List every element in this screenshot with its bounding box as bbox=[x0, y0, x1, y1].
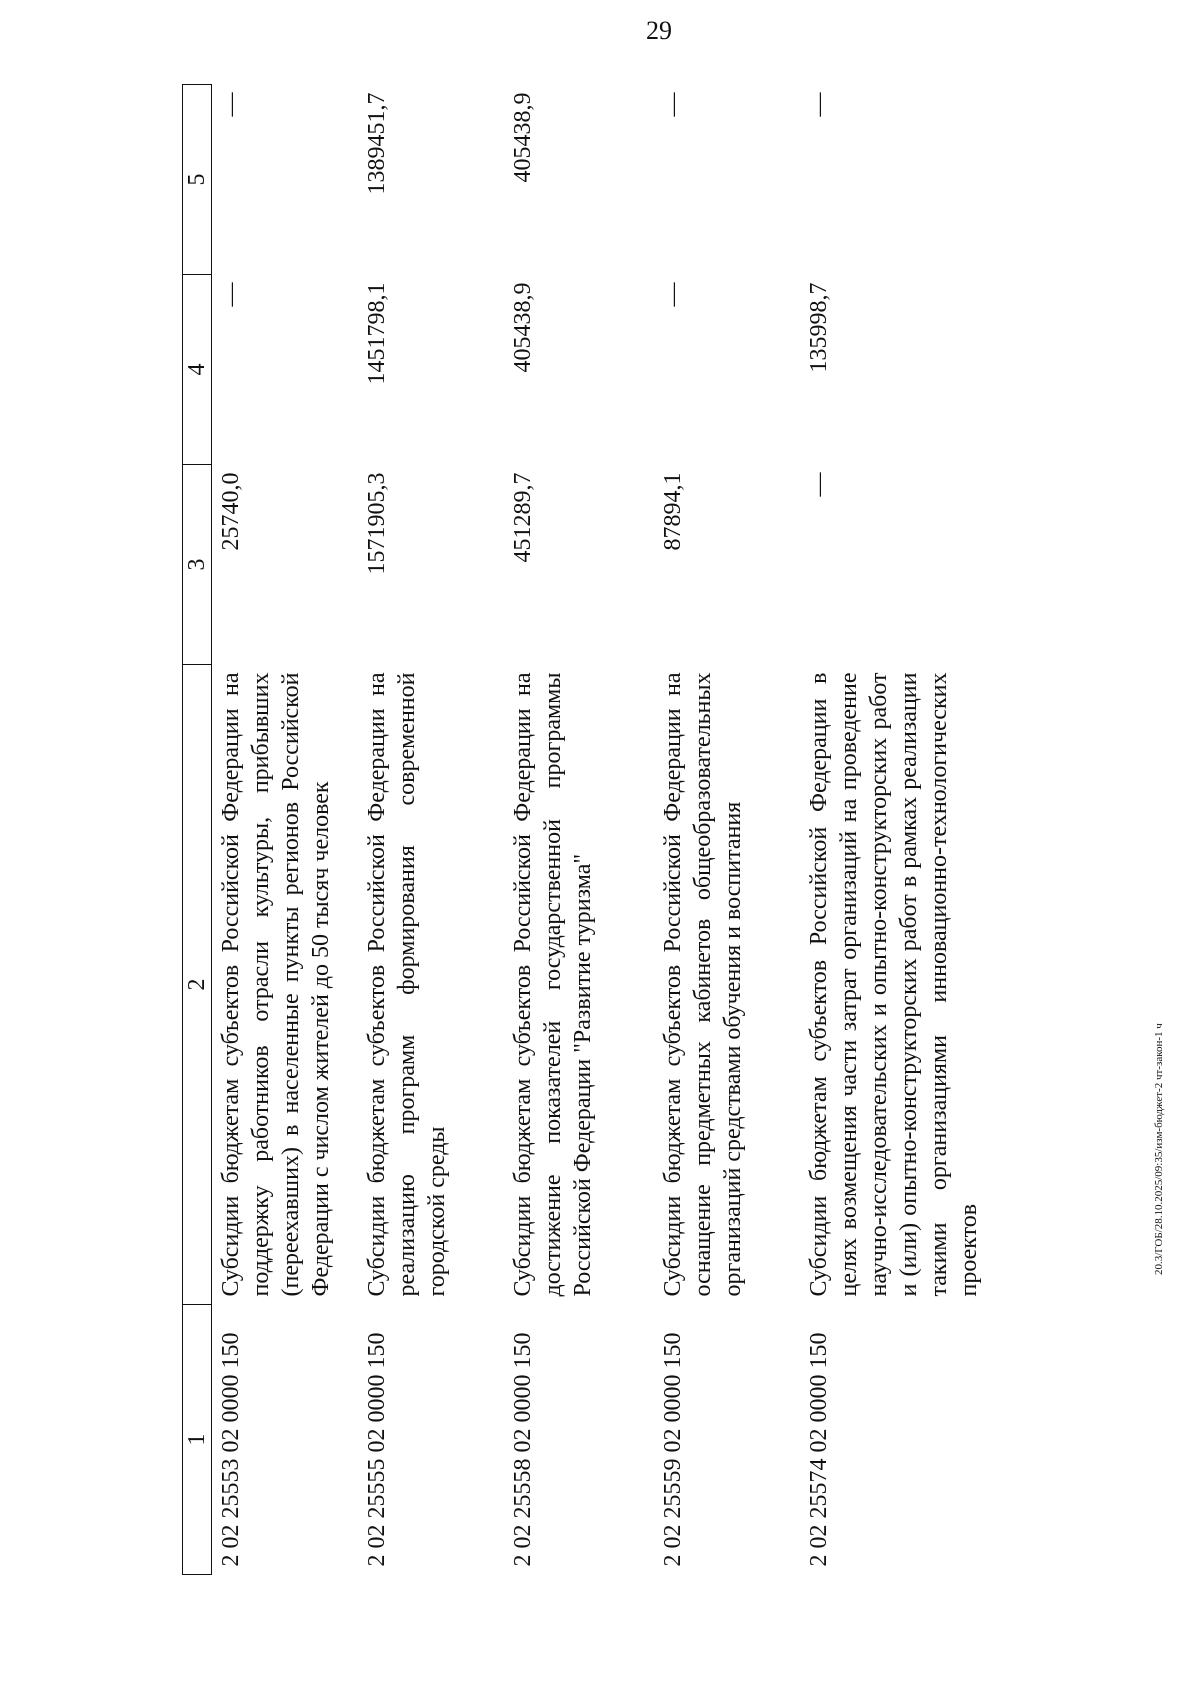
value-col-4: 135998,7 bbox=[805, 282, 832, 373]
table-row bbox=[800, 85, 985, 1575]
value-col-5: 405438,9 bbox=[509, 92, 536, 183]
value-col-3: 1571905,3 bbox=[363, 472, 390, 575]
value-col-3: 25740,0 bbox=[218, 472, 244, 551]
row-description: Субсидии бюджетам субъектов Российской Федерации на поддержку работников отрасли культуры, прибывших (переехавших) в населенные пункты регионов Российской Федерации с числом жителей до 50 тысяч человек bbox=[218, 672, 334, 1297]
table-row bbox=[212, 85, 358, 1575]
budget-code: 2 02 25559 02 0000 150 bbox=[659, 1332, 686, 1567]
header-col-4: 4 bbox=[183, 275, 212, 465]
table-header-row bbox=[183, 85, 212, 1575]
value-col-4: 405438,9 bbox=[509, 282, 536, 373]
value-col-5: — bbox=[218, 92, 244, 117]
value-col-4: — bbox=[659, 282, 686, 307]
budget-code: 2 02 25574 02 0000 150 bbox=[805, 1332, 832, 1567]
row-description: Субсидии бюджетам субъектов Российской Федерации на оснащение предметных кабинетов общеобразовательных организаций средствами обучения и воспитания bbox=[659, 672, 746, 1297]
page-number: 29 bbox=[646, 16, 672, 45]
budget-code: 2 02 25555 02 0000 150 bbox=[363, 1332, 390, 1567]
value-col-5: — bbox=[805, 92, 832, 117]
value-col-3: — bbox=[805, 472, 832, 497]
value-col-3: 451289,7 bbox=[509, 472, 536, 563]
row-description: Субсидии бюджетам субъектов Российской Федерации на реализацию программ формирования современной городской среды bbox=[363, 672, 450, 1297]
value-col-5: — bbox=[659, 92, 686, 117]
value-col-4: 1451798,1 bbox=[363, 282, 390, 385]
budget-revenue-table bbox=[182, 84, 985, 1575]
row-description: Субсидии бюджетам субъектов Российской Федерации на достижение показателей государственной программы Российской Федерации "Развитие туризма" bbox=[509, 672, 596, 1297]
header-col-2: 2 bbox=[183, 665, 212, 1305]
row-description: Субсидии бюджетам субъектов Российской Федерации в целях возмещения части затрат организаций на проведение научно-исследовательских и опытно-конструкторских работ и (или) опытно-конструкторских работ в рамках реализации такими организациями инновационно-технологических проектов bbox=[805, 672, 982, 1297]
table-row bbox=[504, 85, 654, 1575]
header-col-5: 5 bbox=[183, 85, 212, 275]
header-col-1: 1 bbox=[183, 1305, 212, 1575]
budget-code: 2 02 25553 02 0000 150 bbox=[218, 1332, 244, 1567]
header-col-3: 3 bbox=[183, 465, 212, 665]
value-col-3: 87894,1 bbox=[659, 472, 686, 551]
value-col-4: — bbox=[218, 282, 244, 307]
table-row bbox=[358, 85, 504, 1575]
table-row bbox=[654, 85, 800, 1575]
value-col-5: 1389451,7 bbox=[363, 92, 390, 195]
document-footer-code: 20.3/ГОБ/28.10.2025/09:35/изм-бюджет-2 чт-закон-1 ч bbox=[1153, 1023, 1165, 1275]
rotated-table-container bbox=[182, 85, 1034, 1575]
budget-code: 2 02 25558 02 0000 150 bbox=[509, 1332, 536, 1567]
